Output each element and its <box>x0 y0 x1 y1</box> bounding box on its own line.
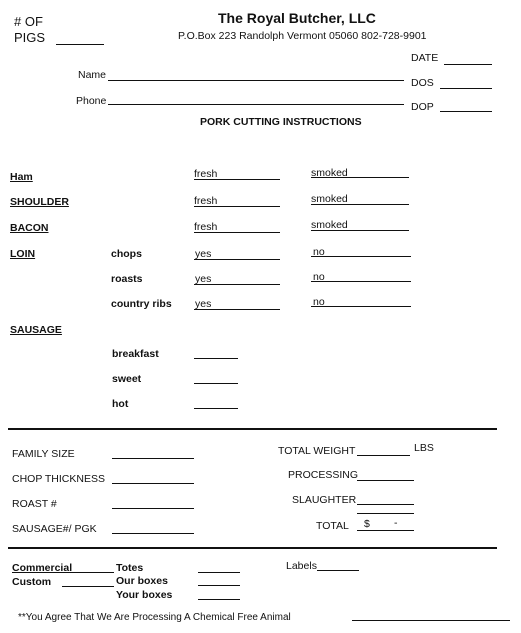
sausage-sweet-label: sweet <box>112 373 142 385</box>
loin-country-ribs-yes-line <box>194 309 280 310</box>
totes-label: Totes <box>116 562 144 574</box>
chop-thickness-field[interactable] <box>112 483 194 484</box>
ham-smoked-option[interactable]: smoked <box>311 167 348 179</box>
bacon-label: BACON <box>10 222 49 234</box>
sausage-label: SAUSAGE <box>10 324 62 336</box>
sausage-pgk-label: SAUSAGE#/ PGK <box>12 523 97 535</box>
custom-label: Custom <box>12 576 52 588</box>
bacon-fresh-line <box>194 232 280 233</box>
loin-label: LOIN <box>10 248 36 260</box>
processing-field[interactable] <box>357 480 414 481</box>
processing-label: PROCESSING <box>288 469 359 481</box>
total-dash: - <box>394 517 398 529</box>
dos-label: DOS <box>411 77 434 89</box>
family-size-field[interactable] <box>112 458 194 459</box>
name-field[interactable] <box>108 80 404 81</box>
pigs-count-field[interactable] <box>56 44 104 45</box>
date-field[interactable] <box>444 64 492 65</box>
loin-roasts-yes-line <box>194 284 280 285</box>
custom-field[interactable] <box>62 586 114 587</box>
roast-number-field[interactable] <box>112 508 194 509</box>
sausage-hot-field[interactable] <box>194 408 238 409</box>
ham-smoked-line <box>311 177 409 178</box>
signature-field[interactable] <box>352 620 510 621</box>
sausage-breakfast-field[interactable] <box>194 358 238 359</box>
total-field[interactable] <box>357 530 414 531</box>
shoulder-smoked-option[interactable]: smoked <box>311 193 348 205</box>
loin-chops-no-line <box>311 256 411 257</box>
lbs-label: LBS <box>414 442 434 454</box>
dop-label: DOP <box>411 101 434 113</box>
loin-roasts-no[interactable]: no <box>313 271 325 283</box>
slaughter-field[interactable] <box>357 504 414 505</box>
commercial-field[interactable] <box>70 572 114 573</box>
shoulder-fresh-line <box>194 206 280 207</box>
family-size-label: FAMILY SIZE <box>12 448 75 460</box>
dollar-sign: $ <box>364 518 370 530</box>
loin-chops-yes-line <box>194 259 280 260</box>
labels-field[interactable] <box>317 570 359 571</box>
roast-number-label: ROAST # <box>12 498 57 510</box>
your-boxes-label: Your boxes <box>116 589 173 601</box>
name-label: Name <box>78 69 107 81</box>
shoulder-fresh-option[interactable]: fresh <box>194 195 218 207</box>
total-label: TOTAL <box>316 520 349 532</box>
loin-country-ribs-no-line <box>311 306 411 307</box>
commercial-label: Commercial <box>12 562 73 574</box>
total-upper-line <box>357 513 414 514</box>
form-title: PORK CUTTING INSTRUCTIONS <box>200 116 362 128</box>
labels-label: Labels <box>286 560 317 572</box>
date-label: DATE <box>411 52 439 64</box>
section-divider-2 <box>8 547 497 549</box>
loin-roasts-no-line <box>311 281 411 282</box>
our-boxes-field[interactable] <box>198 585 240 586</box>
our-boxes-label: Our boxes <box>116 575 168 587</box>
phone-label: Phone <box>76 95 107 107</box>
your-boxes-field[interactable] <box>198 599 240 600</box>
loin-country-ribs-no[interactable]: no <box>313 296 325 308</box>
chop-thickness-label: CHOP THICKNESS <box>12 473 105 485</box>
pigs-label-line2: PIGS <box>14 30 46 45</box>
company-name: The Royal Butcher, LLC <box>218 10 376 26</box>
dos-field[interactable] <box>440 88 492 89</box>
company-address: P.O.Box 223 Randolph Vermont 05060 802-728-9901 <box>178 30 427 42</box>
bacon-smoked-line <box>311 230 409 231</box>
totes-field[interactable] <box>198 572 240 573</box>
loin-chops-label: chops <box>111 248 142 260</box>
loin-chops-no[interactable]: no <box>313 246 325 258</box>
sausage-hot-label: hot <box>112 398 129 410</box>
chemical-free-note: **You Agree That We Are Processing A Chemical Free Animal <box>18 612 291 623</box>
bacon-smoked-option[interactable]: smoked <box>311 219 348 231</box>
loin-country-ribs-label: country ribs <box>111 298 172 310</box>
phone-field[interactable] <box>108 104 404 105</box>
pigs-label-line1: # OF <box>14 14 43 29</box>
ham-fresh-option[interactable]: fresh <box>194 168 218 180</box>
total-weight-label: TOTAL WEIGHT <box>278 445 356 457</box>
loin-chops-yes[interactable]: yes <box>195 248 212 260</box>
shoulder-smoked-line <box>311 204 409 205</box>
bacon-fresh-option[interactable]: fresh <box>194 221 218 233</box>
shoulder-label: SHOULDER <box>10 196 69 208</box>
total-weight-field[interactable] <box>357 455 410 456</box>
section-divider-1 <box>8 428 497 430</box>
ham-label: Ham <box>10 171 33 183</box>
loin-roasts-label: roasts <box>111 273 143 285</box>
ham-fresh-line <box>194 179 280 180</box>
loin-roasts-yes[interactable]: yes <box>195 273 212 285</box>
sausage-sweet-field[interactable] <box>194 383 238 384</box>
sausage-breakfast-label: breakfast <box>112 348 159 360</box>
slaughter-label: SLAUGHTER <box>292 494 357 506</box>
sausage-pgk-field[interactable] <box>112 533 194 534</box>
dop-field[interactable] <box>440 111 492 112</box>
loin-country-ribs-yes[interactable]: yes <box>195 298 212 310</box>
